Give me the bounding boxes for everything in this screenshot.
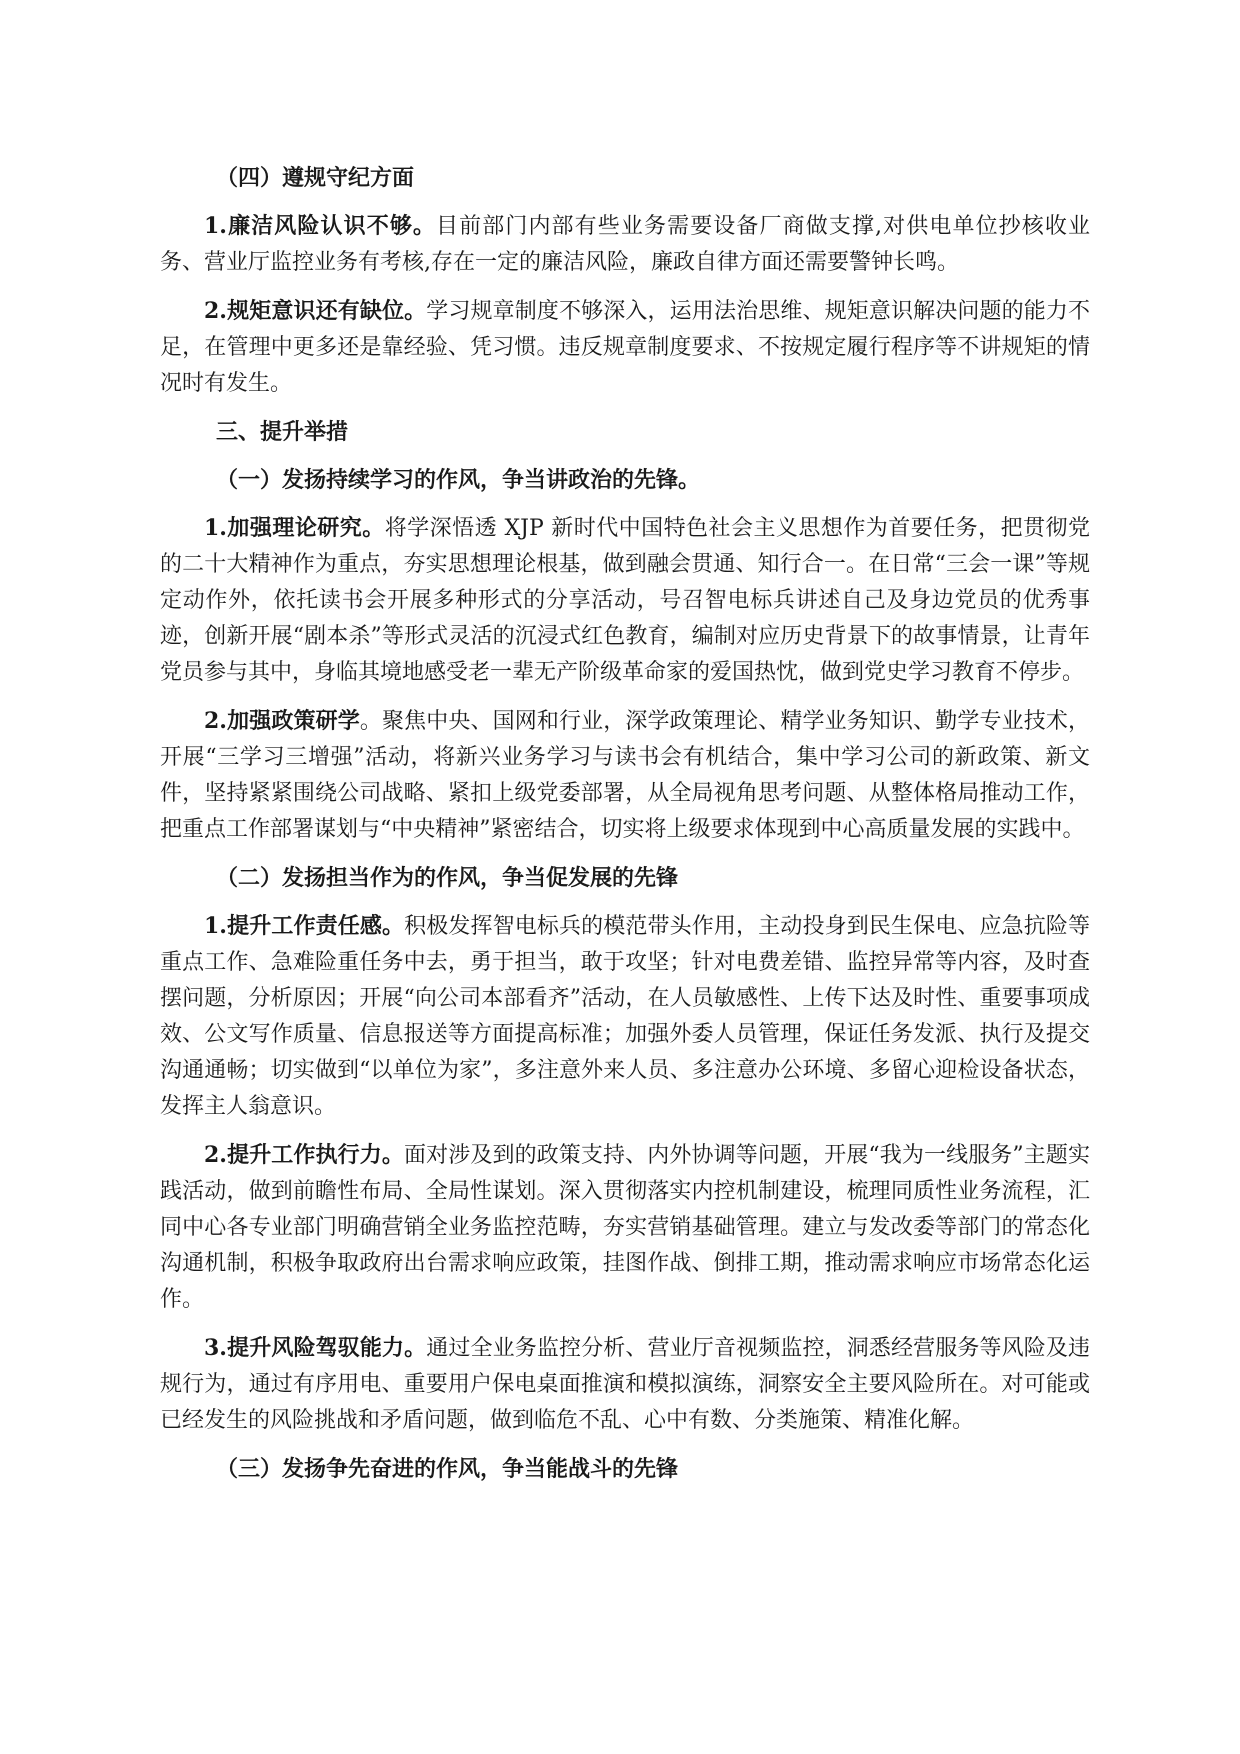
paragraph-lead: 3.提升风险驾驭能力。 bbox=[204, 1335, 427, 1361]
paragraph-lead: 2.规矩意识还有缺位。 bbox=[204, 298, 427, 324]
section-heading: （一）发扬持续学习的作风，争当讲政治的先锋。 bbox=[216, 467, 701, 493]
paragraph-body: 学习规章制度不够深入，运用法治思维、规矩意识解决问题的能力不足，在管理中更多还是靠经验、凭习惯。违反规章制度要求、不按规定履行程序等不讲规矩的情况时有发生。 bbox=[160, 299, 1090, 396]
paragraph bbox=[160, 293, 1090, 402]
paragraph-body: 面对涉及到的政策支持、内外协调等问题，开展“我为一线服务”主题实践活动，做到前瞻性布局、全局性谋划。深入贯彻落实内控机制建设，梳理同质性业务流程，汇同中心各专业部门明确营销全业务监控范畴，夯实营销基础管理。建立与发改委等部门的常态化沟通机制，积极争取政府出台需求响应政策，挂图作战、倒排工期，推动需求响应市场常态化运作。 bbox=[160, 1143, 1091, 1312]
section-heading: （三）发扬争先奋进的作风，争当能战斗的先锋 bbox=[216, 1456, 679, 1482]
section-heading: （四）遵规守纪方面 bbox=[216, 165, 415, 191]
paragraph-body: 目前部门内部有些业务需要设备厂商做支撑,对供电单位抄核收业务、营业厅监控业务有考核,存在一定的廉洁风险，廉政自律方面还需要警钟长鸣。 bbox=[160, 214, 1090, 275]
paragraph-body: 。聚焦中央、国网和行业，深学政策理论、精学业务知识、勤学专业技术，开展“三学习三增强”活动，将新兴业务学习与读书会有机结合，集中学习公司的新政策、新文件，坚持紧紧围绕公司战略、紧扣上级党委部署，从全局视角思考问题、从整体格局推动工作，把重点工作部署谋划与“中央精神”紧密结合，切实将上级要求体现到中心高质量发展的实践中。 bbox=[160, 709, 1090, 842]
paragraph-lead: 2.提升工作执行力。 bbox=[204, 1142, 404, 1168]
paragraph-lead: 2.加强政策研学 bbox=[204, 708, 360, 734]
paragraph-body: 将学深悟透 XJP 新时代中国特色社会主义思想作为首要任务，把贯彻党的二十大精神作为重点，夯实思想理论根基，做到融会贯通、知行合一。在日常“三会一课”等规定动作外，依托读书会开展多种形式的分享活动，号召智电标兵讲述自己及身边党员的优秀事迹，创新开展“剧本杀”等形式灵活的沉浸式红色教育，编制对应历史背景下的故事情景，让青年党员参与其中，身临其境地感受老一辈无产阶级革命家的爱国热忱，做到党史学习教育不停步。 bbox=[160, 516, 1091, 685]
paragraph bbox=[160, 908, 1090, 1125]
paragraph bbox=[160, 510, 1090, 691]
paragraph-lead: 1.加强理论研究。 bbox=[204, 515, 385, 541]
paragraph bbox=[160, 703, 1090, 848]
paragraph bbox=[160, 1137, 1090, 1318]
paragraph-body: 通过全业务监控分析、营业厅音视频监控，洞悉经营服务等风险及违规行为，通过有序用电、重要用户保电桌面推演和模拟演练，洞察安全主要风险所在。对可能或已经发生的风险挑战和矛盾问题，做到临危不乱、心中有数、分类施策、精准化解。 bbox=[160, 1336, 1090, 1433]
paragraph-body: 积极发挥智电标兵的模范带头作用，主动投身到民生保电、应急抗险等重点工作、急难险重任务中去，勇于担当，敢于攻坚；针对电费差错、监控异常等内容，及时查摆问题，分析原因；开展“向公司本部看齐”活动，在人员敏感性、上传下达及时性、重要事项成效、公文写作质量、信息报送等方面提高标准；加强外委人员管理，保证任务发派、执行及提交沟通通畅；切实做到“以单位为家”，多注意外来人员、多注意办公环境、多留心迎检设备状态，发挥主人翁意识。 bbox=[160, 914, 1090, 1119]
paragraph-lead: 1.提升工作责任感。 bbox=[204, 913, 405, 939]
paragraph bbox=[160, 208, 1090, 281]
section-heading: （二）发扬担当作为的作风，争当促发展的先锋 bbox=[216, 865, 679, 891]
section-heading: 三、提升举措 bbox=[216, 419, 349, 445]
paragraph bbox=[160, 1330, 1090, 1439]
paragraph-lead: 1.廉洁风险认识不够。 bbox=[204, 213, 437, 239]
document-page bbox=[160, 160, 1090, 1499]
